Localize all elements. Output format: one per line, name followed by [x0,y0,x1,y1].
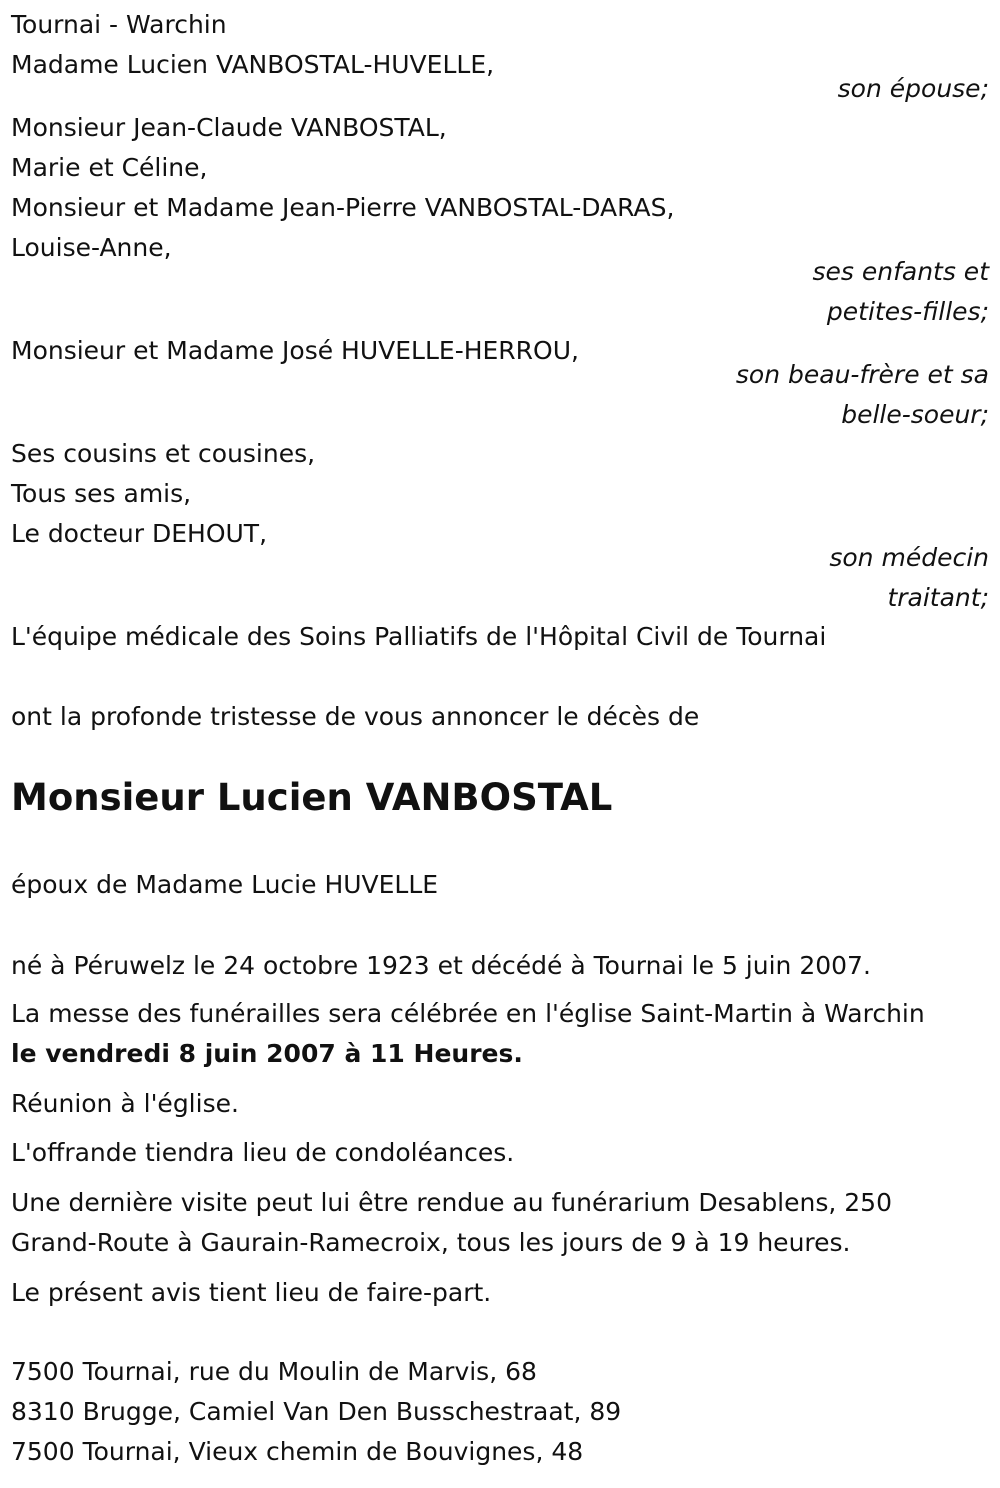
meeting: Réunion à l'église. [11,1089,239,1118]
children-role: ses enfants et [812,257,989,286]
funeral-datetime: le vendredi 8 juin 2007 à 11 Heures. [11,1039,523,1068]
address-line: 8310 Brugge, Camiel Van Den Busschestraat, 89 [11,1397,622,1426]
doctor-role: son médecin [829,543,989,572]
visit-info-2: Grand-Route à Gaurain-Ramecroix, tous les jours de 9 à 19 heures. [11,1228,851,1257]
funeral-mass: La messe des funérailles sera célébrée en l'église Saint-Martin à Warchin [11,999,925,1028]
address-line: 7500 Tournai, Vieux chemin de Bouvignes, 48 [11,1437,584,1466]
birth-death: né à Péruwelz le 24 octobre 1923 et décédé à Tournai le 5 juin 2007. [11,951,871,980]
friends: Tous ses amis, [11,479,192,508]
child-line: Louise-Anne, [11,233,172,262]
offering: L'offrande tiendra lieu de condoléances. [11,1138,515,1167]
spouse-of: époux de Madame Lucie HUVELLE [11,870,439,899]
in-laws-role: son beau-frère et sa [735,360,989,389]
other-relatives: Ses cousins et cousines, [11,439,316,468]
doctor-name: Le docteur DEHOUT, [11,519,268,548]
address-line: 7500 Tournai, rue du Moulin de Marvis, 68 [11,1357,537,1386]
announcement: ont la profonde tristesse de vous annoncer le décès de [11,702,700,731]
visit-info: Une dernière visite peut lui être rendue au funérarium Desablens, 250 [11,1188,892,1217]
in-laws-role-2: belle-soeur; [841,400,989,429]
spouse-name: Madame Lucien VANBOSTAL-HUVELLE, [11,50,495,79]
child-line: Monsieur Jean-Claude VANBOSTAL, [11,113,447,142]
deceased-name: Monsieur Lucien VANBOSTAL [11,776,613,819]
children-role-2: petites-filles; [826,297,989,326]
spouse-role: son épouse; [837,74,989,103]
child-line: Monsieur et Madame Jean-Pierre VANBOSTAL-DARAS, [11,193,675,222]
doctor-role-2: traitant; [887,583,989,612]
location-header: Tournai - Warchin [11,10,227,39]
notice: Le présent avis tient lieu de faire-part. [11,1278,492,1307]
medical-team: L'équipe médicale des Soins Palliatifs de l'Hôpital Civil de Tournai [11,622,827,651]
child-line: Marie et Céline, [11,153,208,182]
in-laws-name: Monsieur et Madame José HUVELLE-HERROU, [11,336,579,365]
